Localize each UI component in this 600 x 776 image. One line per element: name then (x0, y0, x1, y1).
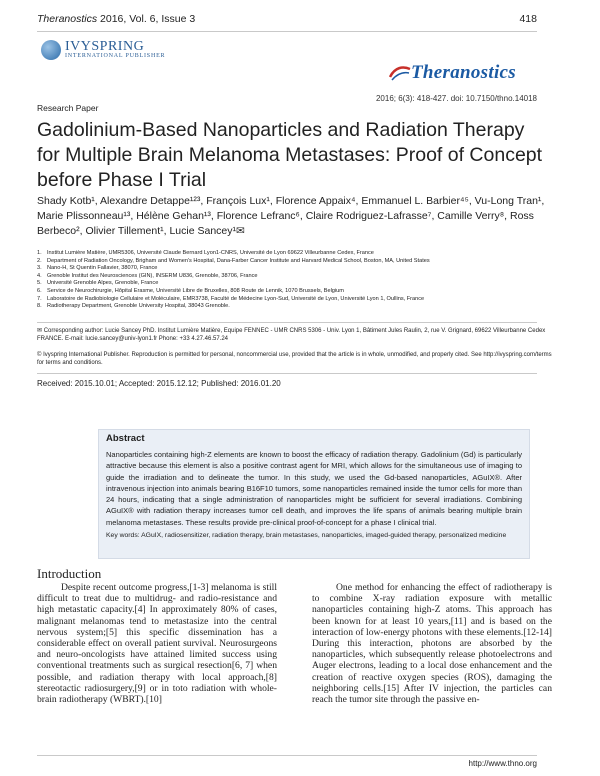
keywords: Key words: AGuIX, radiosensitizer, radiation therapy, brain metastases, nanoparticles, imaged-guided therapy, personalized medicine (106, 532, 507, 539)
header-issue: 2016, Vol. 6, Issue 3 (97, 13, 196, 25)
journal-swoosh-icon (389, 65, 411, 81)
publisher-logo (41, 40, 165, 60)
paragraph: Despite recent outcome progress,[1-3] melanoma is still difficult to treat due to multidrug- and radio-resistance and high metastatic capacity.[4] In approximately 80% of cases, malignant melanomas tend to metastasize into the central nervous system;[5] this specific dissemination has a considerable effect on overall patient survival. Neurosurgeons and neuro-oncologists have attained limited success using conventional treatments such as surgical resection[6, 7] when possible, and radiation therapy with local approach,[8] stereotactic radiosurgery,[9] or in toto radiation with whole-brain radiotherapy (WBRT).[10] (37, 582, 277, 706)
publisher-tagline: INTERNATIONAL PUBLISHER (65, 53, 166, 59)
footer-rule (37, 755, 537, 756)
header-rule (37, 31, 537, 32)
author-list: Shady Kotb¹, Alexandre Detappe¹²³, François Lux¹, Florence Appaix⁴, Emmanuel L. Barbier⁴⁵, Vu-Long Tran¹, Marie Plissonneau¹³, Hélène Gehan¹³, Florence Lefranc⁶, Claire Rodriguez-Lafrasse⁷, Camille Verry⁸, Ross Berbeco², Olivier Tillement¹, Lucie Sancey¹✉ (37, 195, 545, 237)
citation-doi: 2016; 6(3): 418-427. doi: 10.7150/thno.14018 (375, 94, 537, 103)
affiliation-list (37, 250, 557, 311)
affiliation-item: 6. Service de Neurochirurgie, Hôpital Erasme, Université Libre de Bruxelles, 808 Route de Lennik, 1070 Brussels, Belgium (37, 287, 344, 294)
header-journal-issue (37, 13, 195, 29)
publisher-name: IVYSPRING (65, 39, 145, 54)
paragraph: One method for enhancing the effect of radiotherapy is to combine X-ray radiation exposure with metallic nanoparticles containing high-Z atoms. This approach has been known for at least 10 years,[11] and is based on the interaction of low-energy photons with these elements.[12-14] During this interaction, photons are absorbed by the nanoparticles, which subsequently release photoelectrons and Auger electrons, leading to a local dose enhancement and the creation of reactive oxygen species (ROS), damaging the neighboring cells.[15] After IV injection, the particles can reach the tumor site through the passive en- (312, 582, 552, 706)
corresponding-author: ✉ Corresponding author: Lucie Sancey PhD. Institut Lumière Matière, Equipe FENNEC - UMR CNRS 5306 - Univ. Lyon 1, Bâtiment Jules Raulin, 2, rue V. Grignard, 69622 Villeurbanne Cedex FRANCE. E-mail: lucie.sancey@univ-lyon1.fr Phone: +33 4.27.46.57.24 (37, 328, 546, 342)
journal-logo (389, 62, 516, 84)
introduction-heading: Introduction (37, 566, 102, 581)
affiliation-item: 7. Laboratoire de Radiobiologie Cellulaire et Moléculaire, EMR3738, Faculté de Médecine Lyon-Sud, Université de Lyon, Université Lyon 1, Oullins, France (37, 295, 425, 302)
affiliation-rule (37, 322, 537, 323)
affiliation-item: 4. Grenoble Institut des Neurosciences (GIN), INSERM U836, Grenoble, 38706, France (37, 272, 258, 279)
ivyspring-leaf-icon (41, 40, 61, 60)
header-page-number: 418 (519, 13, 537, 25)
article-title: Gadolinium-Based Nanoparticles and Radiation Therapy for Multiple Brain Melanoma Metastases: Proof of Concept before Phase I Trial (37, 119, 543, 191)
introduction-right-column (312, 582, 552, 705)
copyright-notice: © Ivyspring International Publisher. Reproduction is permitted for personal, noncommercial use, provided that the article is in whole, unmodified, and properly cited. See http://ivyspring.com/terms for terms and conditions. (37, 352, 552, 366)
affiliation-item: 1. Institut Lumière Matière, UMR5306, Université Claude Bernard Lyon1-CNRS, Université de Lyon 69622 Villeurbanne Cedex, France (37, 250, 374, 256)
header-journal: Theranostics (37, 13, 98, 25)
abstract-heading: Abstract (106, 433, 145, 444)
footer-url: http://www.thno.org (468, 759, 537, 768)
running-header (37, 13, 537, 29)
affiliation-item: 3. Nano-H, St Quentin Fallavier, 38070, France (37, 265, 158, 272)
affiliation-item: 5. Université Grenoble Alpes, Grenoble, France (37, 280, 159, 287)
affiliation-item: 8. Radiotherapy Department, Grenoble University Hospital, 38043 Grenoble. (37, 303, 230, 310)
dates-rule (37, 373, 537, 374)
publication-dates: Received: 2015.10.01; Accepted: 2015.12.12; Published: 2016.01.20 (37, 379, 281, 388)
abstract-text: Nanoparticles containing high-Z elements are known to boost the efficacy of radiation therapy. Gadolinium (Gd) is particularly attractive because this element is also a positive contrast agent for MRI, which allows for the simultaneous use of imaging to guide the irradiation and to delineate the tumor. In this study, we used the Gd-based nanoparticles, AGuIX®. After intravenous injection into animals bearing B16F10 tumors, some nanoparticles remained inside the tumor cells for more than 24 hours, indicating that a single administration of nanoparticles might be sufficient for several irradiations. Combining AGuIX® with radiation therapy increases tumor cell death, and improves the life spans of animals bearing multiple brain melanoma metastases. These results provide pre-clinical proof-of-concept for a phase I clinical trial. (106, 450, 522, 527)
affiliation-item: 2. Department of Radiation Oncology, Brigham and Women's Hospital, Dana-Farber Cancer Institute and Harvard Medical School, Boston, MA, United States (37, 257, 430, 264)
journal-name: Theranostics (411, 62, 516, 83)
introduction-left-column (37, 582, 277, 705)
paper-type: Research Paper (37, 103, 99, 113)
